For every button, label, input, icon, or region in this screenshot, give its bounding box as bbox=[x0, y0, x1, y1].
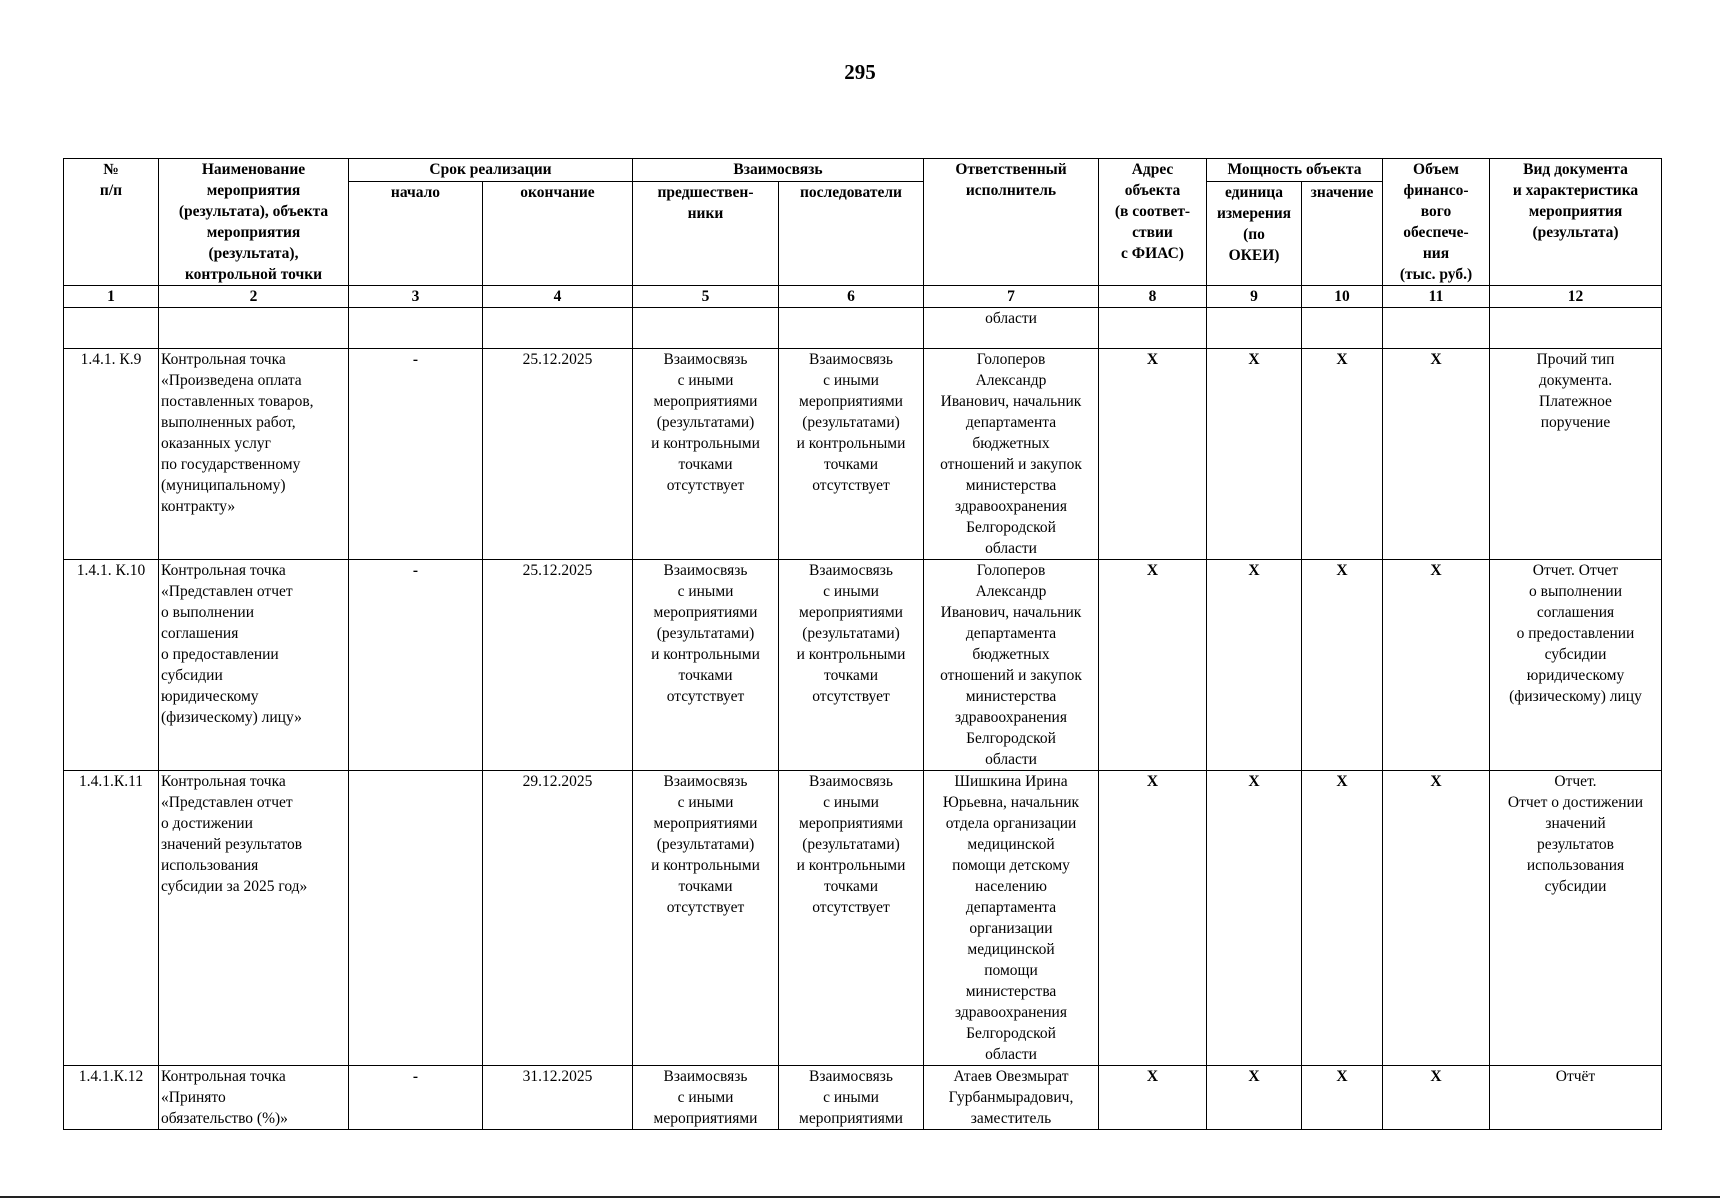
header-group-period: Срок реализации bbox=[349, 159, 633, 182]
column-number: 10 bbox=[1302, 286, 1383, 308]
row-executor: Голоперов Александр Иванович, начальник департамента бюджетных отношений и закупок министерства здравоохранения Белгородской области bbox=[924, 560, 1099, 771]
row-executor: Атаев Овезмырат Гурбанмырадович, заместитель bbox=[924, 1066, 1099, 1130]
column-number: 3 bbox=[349, 286, 483, 308]
row-predecessors: Взаимосвязь с иными мероприятиями (результатами) и контрольными точками отсутствует bbox=[633, 349, 779, 560]
header-name: Наименование мероприятия (результата), объекта мероприятия (результата), контрольной точки bbox=[159, 159, 349, 286]
table-row bbox=[64, 771, 1662, 1066]
table-row bbox=[64, 1066, 1662, 1130]
row-document: Отчет. Отчет о достижении значений результатов использования субсидии bbox=[1490, 771, 1662, 1066]
row-successors: Взаимосвязь с иными мероприятиями bbox=[779, 1066, 924, 1130]
row-unit: X bbox=[1207, 1066, 1302, 1130]
row-start: - bbox=[349, 1066, 483, 1130]
bottom-scan-edge bbox=[0, 1196, 1720, 1198]
row-name: Контрольная точка «Представлен отчет о достижении значений результатов использования субсидии за 2025 год» bbox=[159, 771, 349, 1066]
header-document: Вид документа и характеристика мероприятия (результата) bbox=[1490, 159, 1662, 286]
row-successors: Взаимосвязь с иными мероприятиями (результатами) и контрольными точками отсутствует bbox=[779, 771, 924, 1066]
row-num: 1.4.1. К.9 bbox=[64, 349, 159, 560]
row-unit: X bbox=[1207, 560, 1302, 771]
control-points-table bbox=[63, 158, 1662, 1130]
row-executor: Шишкина Ирина Юрьевна, начальник отдела организации медицинской помощи детскому населению департамента организации медицинской помощи министерства здравоохранения Белгородской области bbox=[924, 771, 1099, 1066]
row-value: X bbox=[1302, 349, 1383, 560]
row-num: 1.4.1.К.12 bbox=[64, 1066, 159, 1130]
column-number: 6 bbox=[779, 286, 924, 308]
row-finance: X bbox=[1383, 560, 1490, 771]
row-address: X bbox=[1099, 560, 1207, 771]
row-start bbox=[349, 771, 483, 1066]
column-number: 9 bbox=[1207, 286, 1302, 308]
column-number: 5 bbox=[633, 286, 779, 308]
column-number: 8 bbox=[1099, 286, 1207, 308]
row-predecessors: Взаимосвязь с иными мероприятиями (результатами) и контрольными точками отсутствует bbox=[633, 560, 779, 771]
row-address: X bbox=[1099, 1066, 1207, 1130]
row-document: Отчёт bbox=[1490, 1066, 1662, 1130]
row-start: - bbox=[349, 349, 483, 560]
row-successors: Взаимосвязь с иными мероприятиями (результатами) и контрольными точками отсутствует bbox=[779, 560, 924, 771]
row-address: X bbox=[1099, 349, 1207, 560]
row-document: Прочий тип документа. Платежное поручение bbox=[1490, 349, 1662, 560]
row-end: 25.12.2025 bbox=[483, 349, 633, 560]
column-number-row bbox=[64, 286, 1662, 308]
header-executor: Ответственный исполнитель bbox=[924, 159, 1099, 286]
header-start: начало bbox=[349, 182, 483, 286]
table-row bbox=[64, 560, 1662, 771]
row-name: Контрольная точка «Представлен отчет о выполнении соглашения о предоставлении субсидии юридическому (физическому) лицу» bbox=[159, 560, 349, 771]
row-unit: X bbox=[1207, 771, 1302, 1066]
row-end: 31.12.2025 bbox=[483, 1066, 633, 1130]
header-address: Адрес объекта (в соответ- ствии с ФИАС) bbox=[1099, 159, 1207, 286]
header-end: окончание bbox=[483, 182, 633, 286]
row-num: 1.4.1.К.11 bbox=[64, 771, 159, 1066]
row-successors: Взаимосвязь с иными мероприятиями (результатами) и контрольными точками отсутствует bbox=[779, 349, 924, 560]
row-num: 1.4.1. К.10 bbox=[64, 560, 159, 771]
row-end: 25.12.2025 bbox=[483, 560, 633, 771]
row-finance: X bbox=[1383, 771, 1490, 1066]
header-unit: единица измерения (по ОКЕИ) bbox=[1207, 182, 1302, 286]
column-number: 12 bbox=[1490, 286, 1662, 308]
row-executor: Голоперов Александр Иванович, начальник департамента бюджетных отношений и закупок министерства здравоохранения Белгородской области bbox=[924, 349, 1099, 560]
continuation-row bbox=[64, 308, 1662, 349]
continuation-executor: области bbox=[924, 308, 1099, 349]
row-value: X bbox=[1302, 560, 1383, 771]
row-predecessors: Взаимосвязь с иными мероприятиями (результатами) и контрольными точками отсутствует bbox=[633, 771, 779, 1066]
column-number: 7 bbox=[924, 286, 1099, 308]
column-number: 1 bbox=[64, 286, 159, 308]
column-number: 4 bbox=[483, 286, 633, 308]
row-end: 29.12.2025 bbox=[483, 771, 633, 1066]
row-name: Контрольная точка «Произведена оплата поставленных товаров, выполненных работ, оказанных услуг по государственному (муниципальному) контракту» bbox=[159, 349, 349, 560]
row-finance: X bbox=[1383, 349, 1490, 560]
row-value: X bbox=[1302, 1066, 1383, 1130]
header-successors: последователи bbox=[779, 182, 924, 286]
header-row-1 bbox=[64, 159, 1662, 182]
column-number: 2 bbox=[159, 286, 349, 308]
row-finance: X bbox=[1383, 1066, 1490, 1130]
page-number: 295 bbox=[844, 60, 876, 84]
table-row bbox=[64, 349, 1662, 560]
column-number: 11 bbox=[1383, 286, 1490, 308]
row-address: X bbox=[1099, 771, 1207, 1066]
row-value: X bbox=[1302, 771, 1383, 1066]
header-group-capacity: Мощность объекта bbox=[1207, 159, 1383, 182]
row-document: Отчет. Отчет о выполнении соглашения о предоставлении субсидии юридическому (физическому) лицу bbox=[1490, 560, 1662, 771]
row-predecessors: Взаимосвязь с иными мероприятиями bbox=[633, 1066, 779, 1130]
row-start: - bbox=[349, 560, 483, 771]
row-unit: X bbox=[1207, 349, 1302, 560]
header-value: значение bbox=[1302, 182, 1383, 286]
header-group-links: Взаимосвязь bbox=[633, 159, 924, 182]
row-name: Контрольная точка «Принято обязательство (%)» bbox=[159, 1066, 349, 1130]
header-predecessors: предшествен- ники bbox=[633, 182, 779, 286]
header-num: № п/п bbox=[64, 159, 159, 286]
header-finance: Объем финансо- вого обеспече- ния (тыс. руб.) bbox=[1383, 159, 1490, 286]
